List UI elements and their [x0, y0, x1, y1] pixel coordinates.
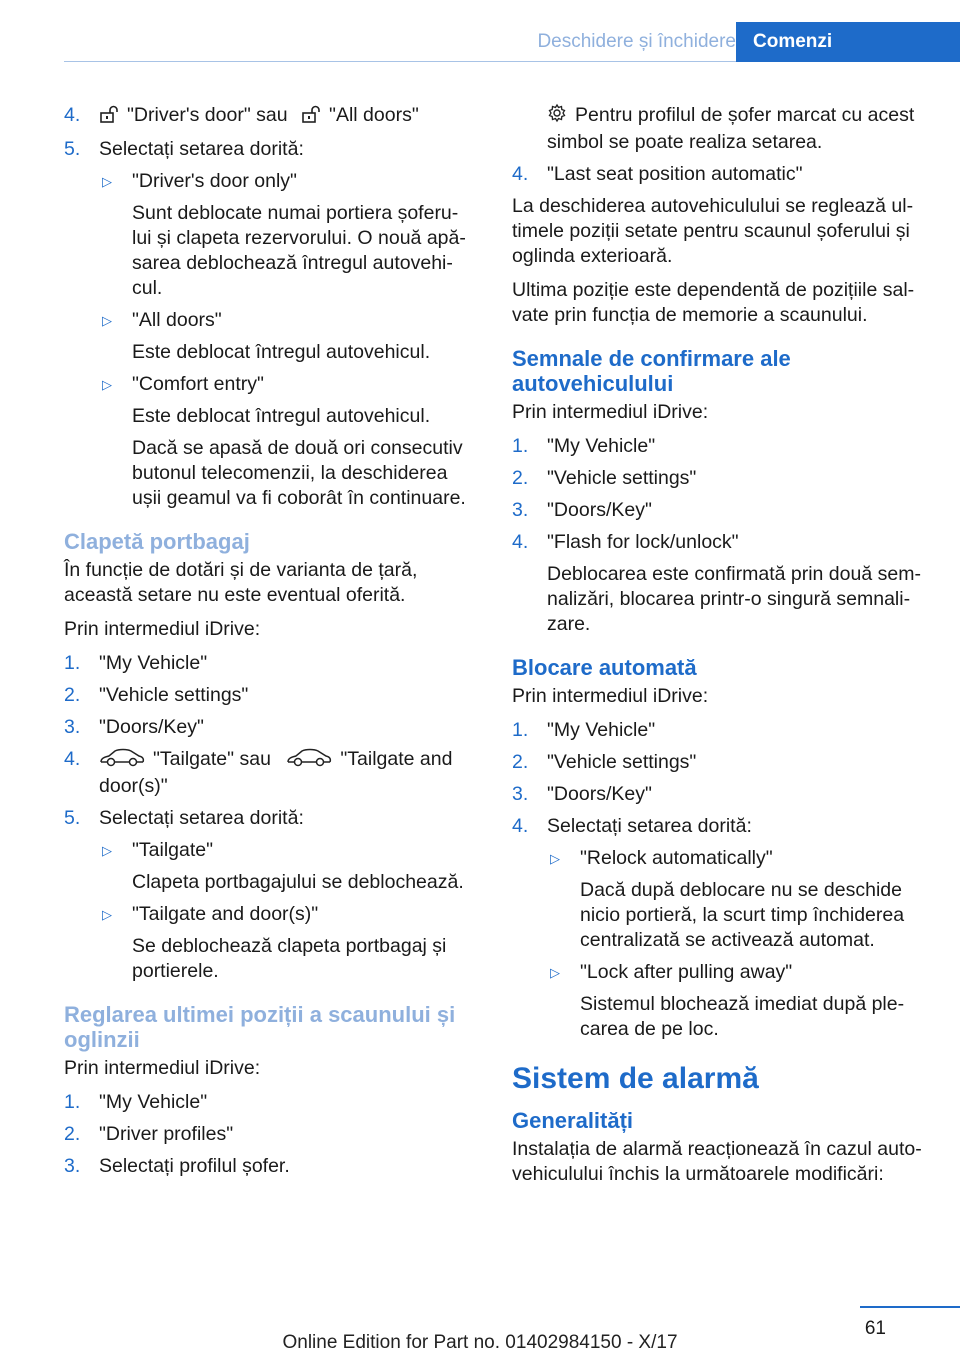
list-item [64, 715, 474, 740]
step-number: 3. [512, 499, 529, 521]
step-text: "Doors/Key" [99, 716, 204, 738]
chapter-tab: Comenzi [736, 22, 960, 62]
unlock-icon [99, 105, 119, 130]
step-number: 5. [64, 807, 81, 829]
triangle-bullet-icon: ▷ [102, 174, 112, 189]
option-desc: Dacă după deblocare nu se deschide nicio portieră, la scurt timp închiderea centralizată se activează automat. [580, 879, 905, 951]
section-heading: Generalități [512, 1108, 634, 1133]
option-item [99, 308, 474, 365]
step-number: 4. [64, 748, 81, 770]
option-list [99, 169, 474, 511]
option-desc: Sistemul blochează imediat după ple-carea de pe loc. [580, 993, 905, 1040]
step-text: "Driver profiles" [99, 1123, 234, 1145]
list-item [512, 750, 928, 775]
list-item [64, 1090, 474, 1115]
step-number: 3. [512, 783, 529, 805]
step-text: "Driver's door" sau [127, 104, 288, 126]
chapter-heading: Sistem de alarmă [512, 1062, 759, 1095]
step-number: 4. [512, 163, 529, 185]
header-rule [64, 61, 736, 62]
option-item [99, 372, 474, 511]
step-text: Selectați setarea dorită: [99, 807, 304, 829]
list-item [64, 683, 474, 708]
list-item [512, 162, 928, 187]
option-item [547, 846, 928, 953]
step-text: "My Vehicle" [99, 652, 208, 674]
paragraph: Prin intermediul iDrive: [512, 401, 709, 423]
option-desc: Dacă se apasă de două ori consecutiv butonul telecomenzii, la deschiderea ușii geamul va fi coborât în continuare. [132, 437, 466, 509]
step-text: "All doors" [329, 104, 419, 126]
step-number: 1. [512, 435, 529, 457]
footer-rule [860, 1306, 960, 1308]
list-item [64, 1154, 474, 1179]
page-footer [0, 1282, 960, 1362]
option-label: "Tailgate" [132, 839, 214, 861]
paragraph: Instalația de alarmă reacționează în cazul auto-vehiculului închis la următoarele modificări: [512, 1138, 922, 1185]
list-item [512, 814, 928, 839]
option-list [99, 838, 474, 984]
edition-text: Online Edition for Part no. 01402984150 - X/17 [282, 1332, 678, 1353]
step-number: 4. [512, 531, 529, 553]
step-text: "My Vehicle" [547, 435, 656, 457]
triangle-bullet-icon: ▷ [102, 843, 112, 858]
list-item [512, 530, 928, 637]
step-text: Selectați setarea dorită: [547, 815, 752, 837]
step-number: 2. [64, 1123, 81, 1145]
car-icon [99, 747, 145, 774]
step-text: "Doors/Key" [547, 499, 652, 521]
step-number: 2. [512, 751, 529, 773]
list-item [512, 466, 928, 491]
list-item [64, 137, 474, 162]
triangle-bullet-icon: ▷ [102, 313, 112, 328]
option-label: "Relock automatically" [580, 847, 773, 869]
list-item [64, 806, 474, 831]
page-number: 61 [864, 1318, 886, 1339]
step-number: 3. [64, 716, 81, 738]
step-number: 2. [64, 684, 81, 706]
section-title: Deschidere și închidere [537, 31, 736, 52]
step-number: 4. [512, 815, 529, 837]
list-item [64, 651, 474, 676]
section-heading: Clapetă portbagaj [64, 529, 250, 554]
option-desc: Este deblocat întregul autovehicul. [132, 405, 431, 427]
section-heading: Blocare automată [512, 655, 697, 680]
option-desc: Sunt deblocate numai portiera șoferu-lui și clapeta rezervorului. O nouă apă-sarea deblochează întregul autovehi-cul. [132, 202, 466, 299]
step-number: 2. [512, 467, 529, 489]
car-icon [286, 747, 332, 774]
option-desc: Este deblocat întregul autovehicul. [132, 341, 431, 363]
triangle-bullet-icon: ▷ [550, 965, 560, 980]
option-desc: Se deblochează clapeta portbagaj și portierele. [132, 935, 447, 982]
gear-icon [547, 103, 567, 130]
right-column [512, 103, 928, 1196]
paragraph: La deschiderea autovehiculului se reglează ul-timele poziții setate pentru scaunul șoferului și oglinda exterioară. [512, 195, 914, 267]
step-text: "Vehicle settings" [547, 751, 697, 773]
section-heading: Semnale de confirmare ale autovehiculului [512, 346, 791, 396]
step-number: 4. [64, 104, 81, 126]
step-text: "Tailgate" sau [153, 748, 271, 770]
paragraph: Ultima poziție este dependentă de pozițiile sal-vate prin funcția de memorie a scaunului. [512, 279, 915, 326]
option-label: "Driver's door only" [132, 170, 297, 192]
section-heading: Reglarea ultimei poziții a scaunului și oglinzii [64, 1002, 456, 1052]
paragraph: Prin intermediul iDrive: [64, 618, 261, 640]
triangle-bullet-icon: ▷ [550, 851, 560, 866]
step-text: "Tailgate and door(s)" [99, 748, 453, 797]
list-item [512, 718, 928, 743]
step-text: "Doors/Key" [547, 783, 652, 805]
list-item [64, 1122, 474, 1147]
option-item [99, 902, 474, 984]
unlock-icon [301, 105, 321, 130]
step-text: "Vehicle settings" [99, 684, 249, 706]
option-desc: Clapeta portbagajului se deblochează. [132, 871, 464, 893]
step-desc: Deblocarea este confirmată prin două sem-nalizări, blocarea printr-o singură semnali-zare. [547, 563, 921, 635]
note-text: Pentru profilul de șofer marcat cu acest simbol se poate realiza setarea. [547, 104, 915, 153]
list-item [64, 103, 474, 130]
step-number: 1. [64, 1091, 81, 1113]
list-item [512, 498, 928, 523]
list-item [64, 747, 474, 799]
step-text: "My Vehicle" [99, 1091, 208, 1113]
page-header [64, 22, 960, 62]
paragraph: În funcție de dotări și de varianta de țară, această setare nu este eventual oferită. [64, 559, 418, 606]
option-item [99, 838, 474, 895]
list-item [512, 434, 928, 459]
option-item [99, 169, 474, 301]
left-column [64, 103, 474, 1186]
option-label: "All doors" [132, 309, 222, 331]
option-label: "Comfort entry" [132, 373, 264, 395]
step-number: 3. [64, 1155, 81, 1177]
step-text: "My Vehicle" [547, 719, 656, 741]
paragraph: Prin intermediul iDrive: [64, 1057, 261, 1079]
triangle-bullet-icon: ▷ [102, 377, 112, 392]
step-number: 5. [64, 138, 81, 160]
list-item [512, 782, 928, 807]
option-item [547, 960, 928, 1042]
step-number: 1. [512, 719, 529, 741]
triangle-bullet-icon: ▷ [102, 907, 112, 922]
step-text: "Vehicle settings" [547, 467, 697, 489]
paragraph: Prin intermediul iDrive: [512, 685, 709, 707]
step-text: Selectați setarea dorită: [99, 138, 304, 160]
option-list [547, 846, 928, 1042]
step-text: Selectați profilul șofer. [99, 1155, 290, 1177]
profile-note [547, 103, 928, 155]
step-text: "Last seat position automatic" [547, 163, 803, 185]
option-label: "Lock after pulling away" [580, 961, 793, 983]
step-text: "Flash for lock/unlock" [547, 531, 739, 553]
step-number: 1. [64, 652, 81, 674]
option-label: "Tailgate and door(s)" [132, 903, 319, 925]
